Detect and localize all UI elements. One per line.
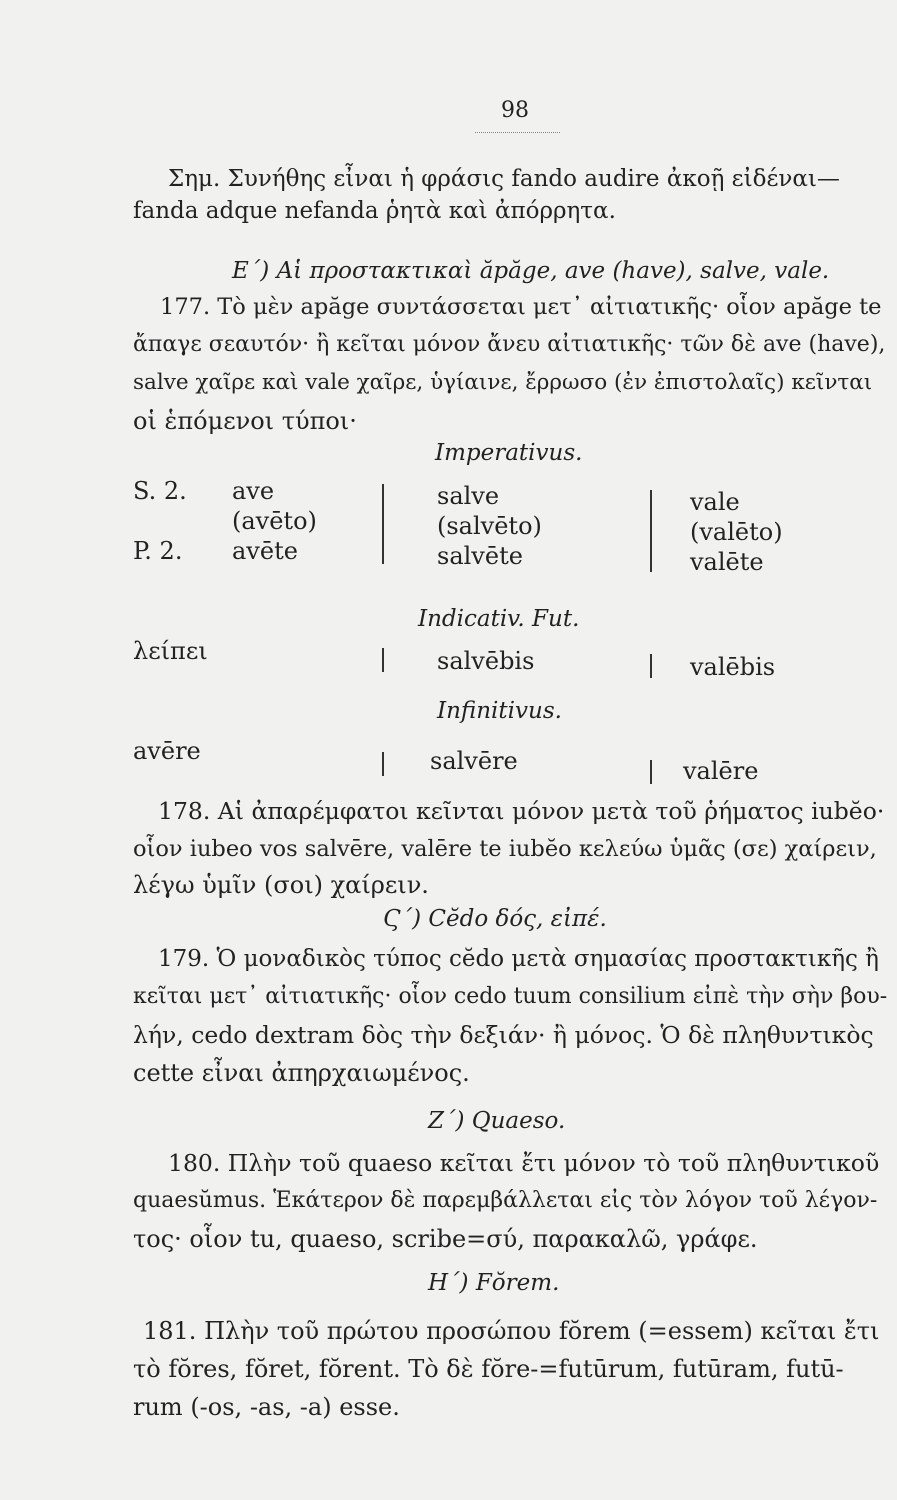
- column-divider-2: [650, 490, 652, 572]
- indicativ-salve-cell: salvēbis: [437, 647, 535, 675]
- infinitivus-divider-2: [650, 760, 652, 784]
- vale-form-2: (valēto): [690, 518, 783, 546]
- page-number: 98: [501, 98, 529, 123]
- section-e-heading: Ε΄) Αἱ προστακτικαὶ ăpăge, ave (have), salve, vale.: [232, 258, 830, 284]
- indicativ-divider-2: [650, 654, 652, 678]
- para-179-line-4: cette εἶναι ἀπηρχαιωμένος.: [133, 1059, 470, 1087]
- para-181-line-2: τὸ fŏres, fŏret, fŏrent. Τὸ δὲ fŏre-=futūrum, futūram, futū-: [133, 1355, 844, 1383]
- page-number-rule: [475, 132, 560, 133]
- para-181-line-1: 181. Πλὴν τοῦ πρώτου προσώπου fŏrem (=essem) κεῖται ἔτι: [143, 1317, 880, 1345]
- section-h-heading: Η΄) Fŏrem.: [428, 1270, 560, 1296]
- ave-form-1: ave: [232, 477, 275, 505]
- para-177-line-3: salve χαῖρε καὶ vale χαῖρε, ὑγίαινε, ἔρρωσο (ἐν ἐπιστολαῖς) κεῖνται: [133, 370, 873, 395]
- para-180-line-2: quaesŭmus. Ἑκάτερον δὲ παρεμβάλλεται εἰς τὸν λόγον τοῦ λέγον-: [133, 1188, 878, 1213]
- salve-form-2: (salvēto): [437, 512, 542, 540]
- para-179-line-3: λήν, cedo dextram δὸς τὴν δεξιάν· ἢ μόνος. Ὁ δὲ πληθυντικὸς: [133, 1021, 874, 1049]
- section-st-heading: Ϛ΄) Cĕdo δός, εἰπέ.: [383, 906, 607, 932]
- note-line-2: fanda adque nefanda ῥητὰ καὶ ἀπόρρητα.: [133, 198, 616, 224]
- note-line-1: Σημ. Συνήθης εἶναι ἡ φράσις fando audire ἀκοῇ εἰδέναι—: [168, 166, 840, 192]
- indicativ-divider-1: [382, 648, 384, 672]
- infinitivus-divider-1: [382, 752, 384, 776]
- para-177-line-2: ἄπαγε σεαυτόν· ἢ κεῖται μόνον ἄνευ αἰτιατικῆς· τῶν δὲ ave (have),: [133, 332, 886, 357]
- indicativ-ave-cell: λείπει: [133, 637, 208, 665]
- column-divider-1: [382, 484, 384, 564]
- para-179-line-1: 179. Ὁ μοναδικὸς τύπος cĕdo μετὰ σημασίας προστακτικῆς ἢ: [158, 946, 879, 972]
- para-179-line-2: κεῖται μετ᾽ αἰτιατικῆς· οἷον cedo tuum consilium εἰπὲ τὴν σὴν βου-: [133, 984, 888, 1009]
- infinitivus-title: Infinitivus.: [437, 698, 562, 724]
- para-178-line-2: οἷον iubeo vos salvēre, valēre te iubĕo κελεύω ὑμᾶς (σε) χαίρειν,: [133, 836, 877, 862]
- infinitivus-salve-cell: salvēre: [430, 747, 518, 775]
- para-178-line-3: λέγω ὑμῖν (σοι) χαίρειν.: [133, 871, 429, 899]
- indicativ-vale-cell: valēbis: [690, 653, 776, 681]
- para-180-line-3: τος· οἷον tu, quaeso, scribe=σύ, παρακαλῶ, γράφε.: [133, 1225, 758, 1253]
- infinitivus-ave-cell: avēre: [133, 737, 201, 765]
- vale-form-3: valēte: [690, 548, 764, 576]
- para-177-line-4: οἱ ἑπόμενοι τύποι·: [133, 407, 357, 435]
- para-181-line-3: rum (-os, -as, -a) esse.: [133, 1393, 400, 1421]
- imperativus-title: Imperativus.: [435, 440, 583, 466]
- ave-form-2: (avēto): [232, 507, 317, 535]
- indicativ-title: Indicativ. Fut.: [418, 606, 580, 632]
- infinitivus-vale-cell: valēre: [683, 757, 759, 785]
- para-177-line-1: 177. Τὸ μὲν apăge συντάσσεται μετ᾽ αἰτιατικῆς· οἷον apăge te: [160, 294, 882, 320]
- salve-form-3: salvēte: [437, 542, 523, 570]
- ave-form-3: avēte: [232, 537, 298, 565]
- s2-label: S. 2.: [133, 477, 187, 505]
- p2-label: P. 2.: [133, 537, 183, 565]
- vale-form-1: vale: [690, 488, 740, 516]
- salve-form-1: salve: [437, 482, 500, 510]
- para-178-line-1: 178. Αἱ ἀπαρέμφατοι κεῖνται μόνον μετὰ τοῦ ῥήματος iubĕo·: [158, 797, 885, 825]
- section-z-heading: Ζ΄) Quaeso.: [428, 1108, 566, 1134]
- para-180-line-1: 180. Πλὴν τοῦ quaeso κεῖται ἔτι μόνον τὸ τοῦ πληθυντικοῦ: [168, 1149, 880, 1177]
